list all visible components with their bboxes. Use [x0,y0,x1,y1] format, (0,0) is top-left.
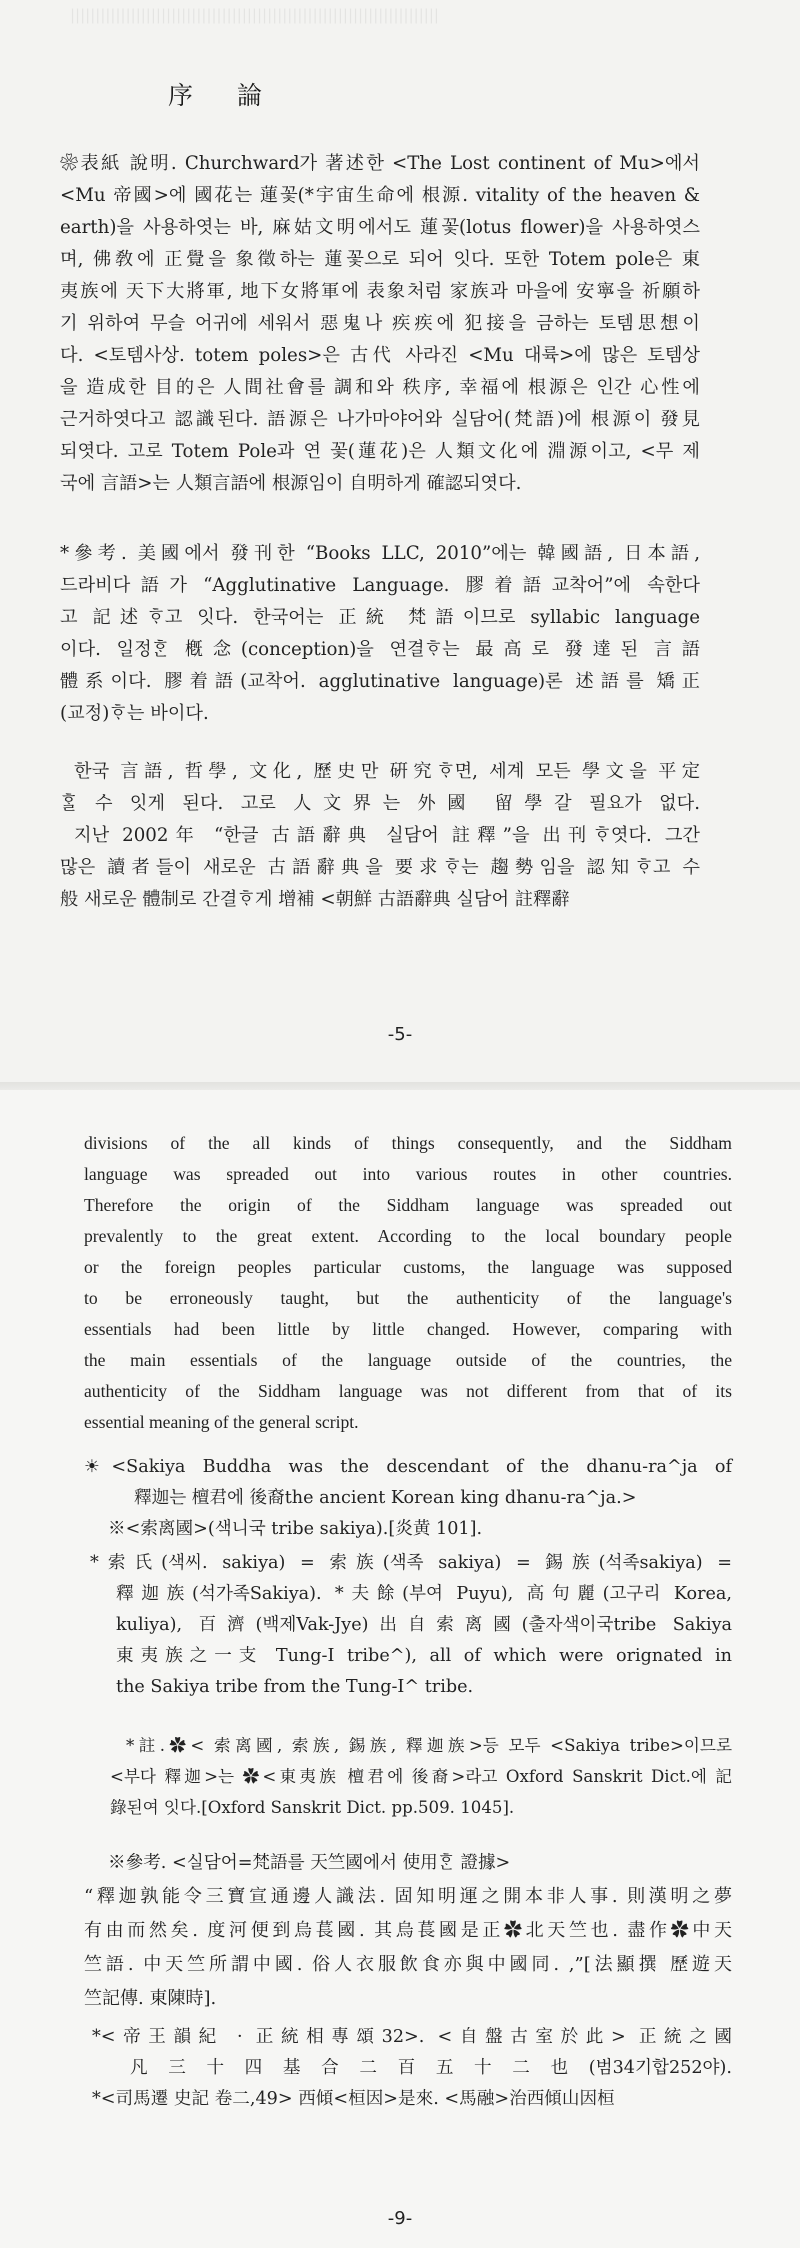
text-line: 夷族에 天下大將軍, 地下女將軍에 表象처럼 家族과 마을에 安寧을 祈願하 [60,281,700,302]
sakiya-paragraph [84,1452,732,1514]
page-title: 序 論 [168,81,280,110]
text-line: 體系이다. 膠着語(교착어. agglutinative language)론 述語를 矯正 [60,671,700,692]
text-line: 凡三十四基合二百五十二也(범34기합252야). [130,2058,732,2078]
text-line: *索氏(색씨. sakiya) = 索族(색족 sakiya) = 錫族(석족sakiya) = [90,1553,732,1573]
text-line: authenticity of the Siddham language was not different from that of its [84,1381,732,1401]
text-line: ❀表紙 說明. Churchward가 著述한 <The Lost continent of Mu>에서 [60,153,700,174]
siddham-paragraph [84,1128,732,1438]
text-line: divisions of the all kinds of things consequently, and the Siddham [84,1133,732,1153]
page-number: -9- [387,2208,413,2229]
text-line: “釋迦孰能令三寶宣通邊人識法. 固知明運之開本非人事. 則漢明之夢 [84,1886,732,1907]
text-line: *<司馬遷 史記 卷二,49> 西傾<桓因>是來. <馬融>治西傾山因桓 [92,2089,615,2109]
text-line: *參考. 美國에서 發刊한 “Books LLC, 2010”에는 韓國語, 日本語, [60,543,700,564]
text-line: 釋迦는 檀君에 後裔the ancient Korean king dhanu-ra^ja.> [134,1488,637,1508]
text-line: earth)을 사용하엿는 바, 麻姑文明에서도 蓮꽃(lotus flower)을 사용하엿스 [60,217,700,238]
text-line: 이다. 일정ᄒᆞᆫ 槪念(conception)을 연결ᄒᆞ는 最高로 發達된 言語 [60,639,700,660]
text-line: 般 새로운 體制로 간결ᄒᆞ게 增補 <朝鮮 古語辭典 실담어 註釋辭 [60,889,570,910]
top-page [0,0,800,1090]
text-line: essential meaning of the general script. [84,1412,359,1432]
text-line: 錄된여 잇다.[Oxford Sanskrit Dict. pp.509. 1045]. [110,1798,515,1817]
text-line: *<帝王韻紀 · 正統相專頌32>. <自盤古室於此> 正統之國 [92,2027,732,2047]
text-line: 되엿다. 고로 Totem Pole과 연 꽃(蓮花)은 人類文化에 淵源이고, <무 제 [60,441,700,462]
text-line: 드라비다語가 “Agglutinative Language. 膠着語교착어”에 속한다 [60,575,700,596]
text-line: (교정)ᄒᆞ는 바이다. [60,703,209,724]
text-line: to be erroneously taught, but the authenticity of the language's [84,1288,732,1308]
text-line: 東夷族之一支 Tung-I tribe^), all of which were orignated in [116,1646,732,1666]
text-line: or the foreign peoples particular customs, the language was supposed [84,1257,732,1277]
text-line: 지난 2002年 “한글 古語辭典 실담어 註釋”을 出刊ᄒᆞ엿다. 그간 [74,825,700,846]
text-line: 竺記傳. 東陳時]. [84,1988,217,2009]
text-line: 많은 讀者들이 새로운 古語辭典을 要求ᄒᆞ는 趨勢임을 認知ᄒᆞ고 수 [60,857,700,878]
text-line: <부다 釋迦>는 ✿<東夷族 檀君에 後裔>라고 Oxford Sanskrit Dict.에 記 [110,1767,732,1786]
text-line: the main essentials of the language outside of the countries, the [84,1350,732,1370]
text-line: *註.✿< 索离國, 索族, 錫族, 釋迦族>등 모두 <Sakiya tribe>이므로 [126,1736,732,1755]
cover-description-paragraph [60,148,700,500]
text-line: 한국 言語, 哲學, 文化, 歷史만 硏究ᄒᆞ면, 세계 모든 學文을 平定 [74,761,700,782]
text-line: 기 위하여 무슬 어귀에 세워서 惡鬼나 疾疾에 犯接을 금하는 토템思想이 [60,313,700,334]
text-line: 국에 言語>는 人類言語에 根源임이 自明하게 確認되엿다. [60,473,522,494]
text-line: ☀<Sakiya Buddha was the descendant of the dhanu-ra^ja of [84,1457,732,1477]
text-line: 며, 佛敎에 正覺을 象徵하는 蓮꽃으로 되어 잇다. 또한 Totem pole은 東 [60,249,700,270]
reference-heading: ※參考. <실담어=梵語를 天竺國에서 使用ᄒᆞᆫ 證據> [108,1853,511,1873]
text-line: prevalently to the great extent. According to the local boundary people [84,1226,732,1246]
text-line: 釋迦族(석가족Sakiya). *夫餘(부여 Puyu), 高句麗(고구리 Korea, [116,1584,732,1604]
bleed-through-text: ||||||||||||||||||||||||||||||||||||||||||||||||||||||||||||||||||||||||| [70,6,439,24]
text-line: 근거하엿다고 認識된다. 語源은 나가마야어와 실담어(梵語)에 根源이 發見 [60,409,700,430]
closing-paragraph [84,2022,732,2115]
page-number: -5- [387,1024,413,1045]
text-line: 竺語. 中天竺所謂中國. 俗人衣服飲食亦與中國同. ,”[法顯撰 歷遊天 [84,1954,732,1975]
text-line: Therefore the origin of the Siddham language was spreaded out [84,1195,732,1215]
text-line: <Mu 帝國>에 國花는 蓮꽃(*宇宙生命에 根源. vitality of the heaven & [60,185,700,206]
chinese-citation [84,1880,732,2016]
text-line: ᄒᆞᆯ 수 잇게 된다. 고로 人文界는 外國 留學갈 필요가 없다. [60,793,700,814]
text-line: 有由而然矣. 度河便到烏萇國. 其烏萇國是正✿北天竺也. 盡作✿中天 [84,1920,732,1941]
sakiya-note: ※<索离國>(색니국 tribe sakiya).[炎黄 101]. [108,1519,483,1539]
text-line: essentials had been little by little changed. However, comparing with [84,1319,732,1339]
text-line: 고 記述ᄒᆞ고 잇다. 한국어는 正統 梵語이므로 syllabic language [60,607,700,628]
intro-paragraph [60,756,700,916]
text-line: the Sakiya tribe from the Tung-I^ tribe. [116,1677,474,1697]
text-line: 을 造成한 目的은 人間社會를 調和와 秩序, 幸福에 根源은 인간 心性에 [60,377,700,398]
text-line: kuliya), 百濟(백제Vak-Jye)出自索离國(출자색이국tribe Sakiya [116,1615,732,1635]
text-line: language was spreaded out into various routes in other countries. [84,1164,732,1184]
sojok-paragraph [90,1548,732,1703]
oxford-note [110,1730,732,1823]
reference-paragraph [60,538,700,730]
text-line: 다. <토템사상. totem poles>은 古代 사라진 <Mu 대륙>에 많은 토템상 [60,345,700,366]
bottom-page [0,1090,800,2248]
